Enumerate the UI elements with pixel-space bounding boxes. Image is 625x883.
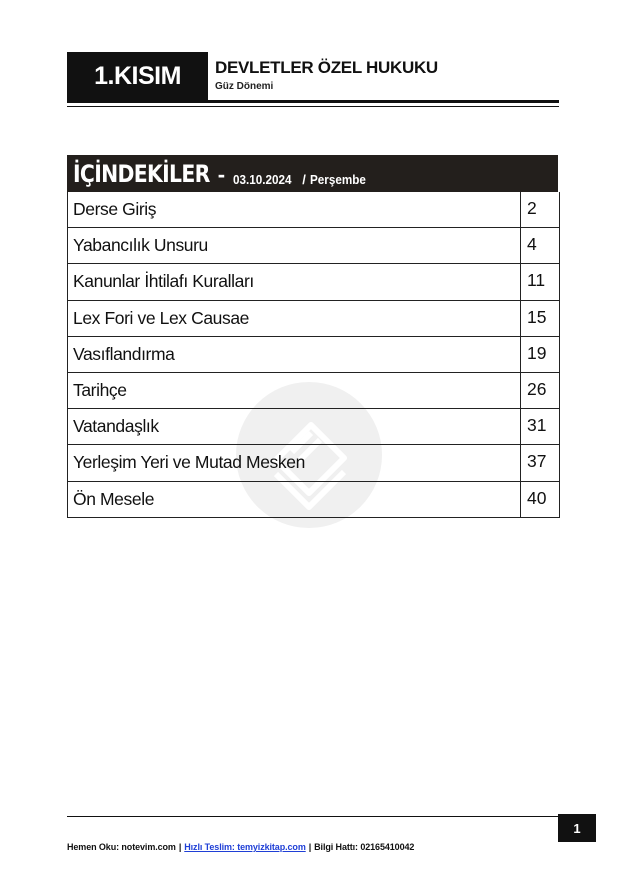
toc-entry-title: Yerleşim Yeri ve Mutad Mesken	[68, 445, 521, 480]
toc-entry-title: Derse Giriş	[68, 192, 521, 227]
toc-row[interactable]	[68, 301, 559, 337]
toc-entry-title: Kanunlar İhtilafı Kuralları	[68, 264, 521, 299]
toc-entry-title: Tarihçe	[68, 373, 521, 408]
toc-date: 03.10.2024	[233, 172, 292, 187]
toc-entry-page: 37	[527, 451, 547, 472]
toc-separator: /	[302, 172, 306, 187]
toc-day: Perşembe	[309, 172, 366, 187]
toc-entry-title: Ön Mesele	[68, 482, 521, 517]
header-rule-thin	[67, 106, 559, 107]
toc-entry-title: Yabancılık Unsuru	[68, 228, 521, 263]
read-link[interactable]: Hemen Oku: notevim.com	[67, 842, 176, 852]
toc-row[interactable]	[68, 445, 559, 481]
toc-table	[67, 192, 560, 518]
footer-separator: |	[178, 842, 182, 852]
toc-entry-title: Vatandaşlık	[68, 409, 521, 444]
toc-entry-page: 19	[527, 342, 547, 363]
toc-entry-title: Lex Fori ve Lex Causae	[68, 301, 521, 336]
toc-entry-page: 2	[527, 198, 537, 218]
toc-row[interactable]	[68, 192, 559, 228]
page-number: 1	[573, 820, 581, 836]
toc-header	[67, 155, 558, 192]
header-rule-thick	[67, 100, 559, 103]
toc-entry-title: Vasıflandırma	[68, 337, 521, 372]
term-label: Güz Dönemi	[215, 81, 274, 92]
section-label-box	[67, 52, 208, 100]
course-title: DEVLETLER ÖZEL HUKUKU	[215, 58, 438, 77]
toc-row[interactable]	[68, 409, 559, 445]
toc-dash: -	[217, 162, 226, 187]
toc-row[interactable]	[68, 482, 559, 518]
hotline-text: Bilgi Hattı: 02165410042	[314, 842, 415, 852]
toc-row[interactable]	[68, 264, 559, 300]
toc-title: İÇİNDEKİLER	[73, 160, 210, 188]
toc-entry-page: 26	[527, 378, 547, 399]
toc-entry-page: 31	[527, 415, 547, 436]
toc-row[interactable]	[68, 373, 559, 409]
footer-page-number	[558, 814, 596, 842]
footer-separator: |	[308, 842, 312, 852]
footer-rule	[67, 816, 558, 817]
footer-links	[67, 842, 414, 852]
toc-entry-page: 11	[527, 270, 546, 291]
toc-row[interactable]	[68, 228, 559, 264]
toc-row[interactable]	[68, 337, 559, 373]
toc-entry-page: 40	[527, 487, 547, 508]
delivery-link[interactable]: Hızlı Teslim: temyizkitap.com	[184, 842, 306, 852]
toc-entry-page: 4	[527, 234, 537, 255]
toc-entry-page: 15	[527, 306, 547, 327]
section-label: 1.KISIM	[94, 61, 181, 90]
